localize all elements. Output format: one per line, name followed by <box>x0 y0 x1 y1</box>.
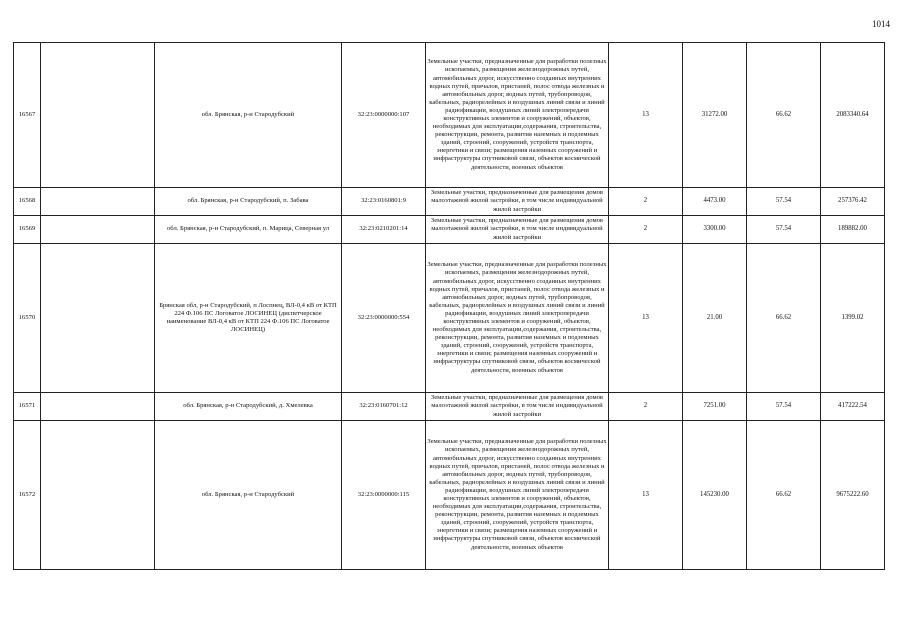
row-number: 16567 <box>14 43 41 188</box>
empty-cell <box>41 393 155 421</box>
group-code-cell: 13 <box>609 421 683 570</box>
group-code-cell: 13 <box>609 244 683 393</box>
cadastral-number-cell: 32:23:0000000:107 <box>342 43 426 188</box>
empty-cell <box>41 244 155 393</box>
land-purpose-cell: Земельные участки, предназначенные для разработки полезных ископаемых, размещения железнодорожных путей, автомобильных дорог, искусственно созданных внутренних водных путей, причалов, пристаней, полос отвода железных и автомобильных дорог, водных путей, трубопроводов, кабельных, радиорелейных и воздушных линий связи и линий радиофикации, воздушных линий электропередачи конструктивных элементов и сооружений, объектов, необходимых для эксплуатации,содержания, строительства, реконструкции, ремонта, развития наземных и подземных зданий, строений, сооружений, устройств транспорта, энергетики и связи; размещения наземных сооружений и инфраструктуры спутниковой связи, объектов космической деятельности, военных объектов <box>426 43 609 188</box>
specific-value-cell: 66.62 <box>747 43 821 188</box>
row-number: 16569 <box>14 216 41 244</box>
cadastral-number-cell: 32:23:0160701:12 <box>342 393 426 421</box>
empty-cell <box>41 43 155 188</box>
land-purpose-cell: Земельные участки, предназначенные для размещения домов малоэтажной жилой застройки, в том числе индивидуальной жилой застройки <box>426 188 609 216</box>
specific-value-cell: 57.54 <box>747 216 821 244</box>
empty-cell <box>41 421 155 570</box>
address-cell: Брянская обл, р-н Стародубский, п Лоспнец, ВЛ-0,4 кВ от КТП 224 Ф.106 ПС Логоватое ЛОСИНЕЦ (диспетчерское наименование ВЛ-0,4 кВ от КТП 224 Ф.106 ПС Логоватое ЛОСИНЕЦ) <box>155 244 342 393</box>
cadastral-value-cell: 189882.00 <box>821 216 885 244</box>
cadastral-number-cell: 32:23:0160801:9 <box>342 188 426 216</box>
group-code-cell: 2 <box>609 188 683 216</box>
row-number: 16571 <box>14 393 41 421</box>
area-cell: 3300.00 <box>683 216 747 244</box>
cadastral-value-cell: 417222.54 <box>821 393 885 421</box>
table-row <box>14 188 885 216</box>
page-number: 1014 <box>872 19 890 29</box>
address-cell: обл. Брянская, р-н Стародубский <box>155 421 342 570</box>
row-number: 16572 <box>14 421 41 570</box>
row-number: 16570 <box>14 244 41 393</box>
land-purpose-cell: Земельные участки, предназначенные для разработки полезных ископаемых, размещения железнодорожных путей, автомобильных дорог, искусственно созданных внутренних водных путей, причалов, пристаней, полос отвода железных и автомобильных дорог, водных путей, трубопроводов, кабельных, радиорелейных и воздушных линий связи и линий радиофикации, воздушных линий электропередачи конструктивных элементов и сооружений, объектов, необходимых для эксплуатации,содержания, строительства, реконструкции, ремонта, развития наземных и подземных зданий, строений, сооружений, устройств транспорта, энергетики и связи; размещения наземных сооружений и инфраструктуры спутниковой связи, объектов космической деятельности, военных объектов <box>426 421 609 570</box>
empty-cell <box>41 188 155 216</box>
table-row <box>14 421 885 570</box>
group-code-cell: 13 <box>609 43 683 188</box>
address-cell: обл. Брянская, р-н Стародубский, п. Забава <box>155 188 342 216</box>
table-row <box>14 216 885 244</box>
specific-value-cell: 57.54 <box>747 188 821 216</box>
area-cell: 7251.00 <box>683 393 747 421</box>
address-cell: обл. Брянская, р-н Стародубский, д. Хмелевка <box>155 393 342 421</box>
cadastral-value-cell: 2083340.64 <box>821 43 885 188</box>
area-cell: 21.00 <box>683 244 747 393</box>
specific-value-cell: 57.54 <box>747 393 821 421</box>
address-cell: обл. Брянская, р-н Стародубский, п. Марица, Северная ул <box>155 216 342 244</box>
table-row <box>14 43 885 188</box>
row-number: 16568 <box>14 188 41 216</box>
specific-value-cell: 66.62 <box>747 244 821 393</box>
cadastral-number-cell: 32:23:0210201:14 <box>342 216 426 244</box>
group-code-cell: 2 <box>609 216 683 244</box>
area-cell: 4473.00 <box>683 188 747 216</box>
cadastral-value-cell: 1399.02 <box>821 244 885 393</box>
land-purpose-cell: Земельные участки, предназначенные для разработки полезных ископаемых, размещения железнодорожных путей, автомобильных дорог, искусственно созданных внутренних водных путей, причалов, пристаней, полос отвода железных и автомобильных дорог, водных путей, трубопроводов, кабельных, радиорелейных и воздушных линий связи и линий радиофикации, воздушных линий электропередачи конструктивных элементов и сооружений, объектов, необходимых для эксплуатации,содержания, строительства, реконструкции, ремонта, развития наземных и подземных зданий, строений, сооружений, устройств транспорта, энергетики и связи; размещения наземных сооружений и инфраструктуры спутниковой связи, объектов космической деятельности, военных объектов <box>426 244 609 393</box>
cadastral-number-cell: 32:23:0000000:554 <box>342 244 426 393</box>
group-code-cell: 2 <box>609 393 683 421</box>
land-purpose-cell: Земельные участки, предназначенные для размещения домов малоэтажной жилой застройки, в том числе индивидуальной жилой застройки <box>426 393 609 421</box>
cadastral-value-table <box>13 42 885 570</box>
area-cell: 31272.00 <box>683 43 747 188</box>
empty-cell <box>41 216 155 244</box>
specific-value-cell: 66.62 <box>747 421 821 570</box>
cadastral-value-cell: 9675222.60 <box>821 421 885 570</box>
address-cell: обл. Брянская, р-н Стародубский <box>155 43 342 188</box>
cadastral-number-cell: 32:23:0000000:115 <box>342 421 426 570</box>
table-row <box>14 393 885 421</box>
area-cell: 145230.00 <box>683 421 747 570</box>
table-row <box>14 244 885 393</box>
cadastral-value-cell: 257376.42 <box>821 188 885 216</box>
land-purpose-cell: Земельные участки, предназначенные для размещения домов малоэтажной жилой застройки, в том числе индивидуальной жилой застройки <box>426 216 609 244</box>
